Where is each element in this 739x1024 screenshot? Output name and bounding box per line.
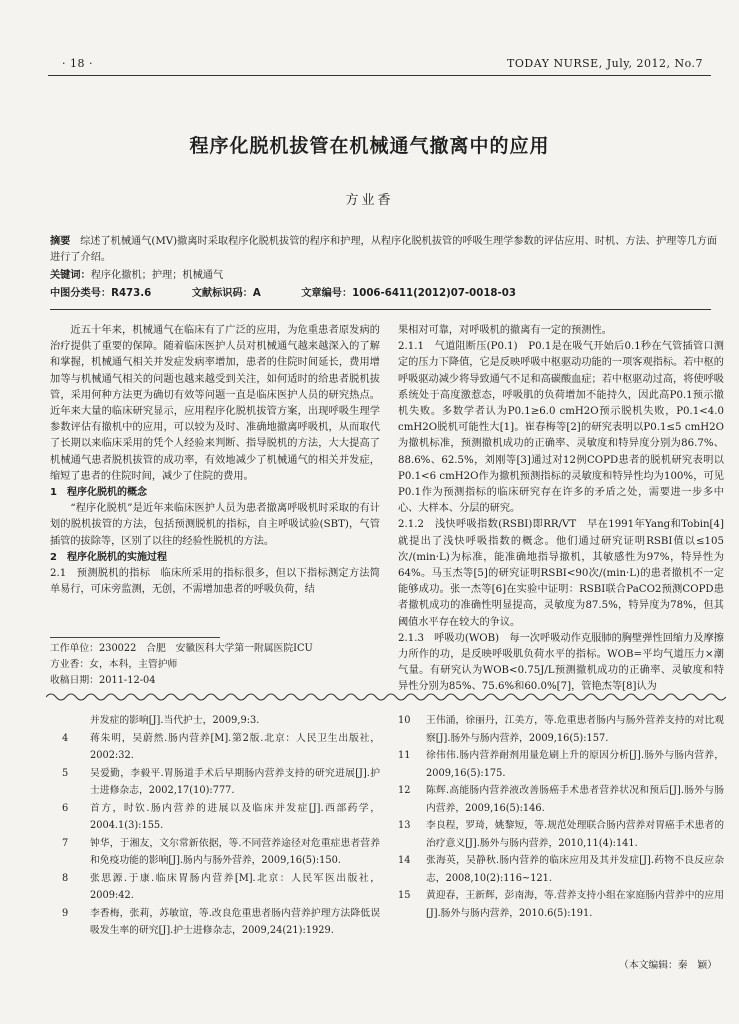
reference-text: 首方，时钦.肠内营养的进展以及临床并发症[J].西部药学，2004.1(3):155. — [90, 802, 380, 831]
reference-text: 李良程，罗琦，姚黎短，等.规范处理联合肠内营养对胃癌手术患者的治疗意义[J].肠外与肠内营养，2010,11(4):141. — [426, 820, 724, 849]
section-2-1-2-paragraph: 2.1.2 浅快呼吸指数(RSBI)即RR/VT 早在1991年Yang和Tobin[4]就提出了浅快呼吸指数的概念。他们通过研究证明RSBI值以≤105次/(min·L)为标准，能准确地指导撤机，其敏感性为97%，特异性为64%。马玉杰等[5]的研究证明RSBI<90次/(min·L)的患者撤机不一定能够成功。张一杰等[6]在实验中证明：RSBI联合PaCO2预测COPD患者撤机成功的准确性明显提高，灵敏度为87.5%，特异度为78%，但其阈值水平存在较大的争议。 — [398, 519, 724, 628]
footnote-received-date: 收稿日期：2011-12-04 — [50, 675, 156, 686]
journal-header: TODAY NURSE, July, 2012, No.7 — [507, 57, 703, 70]
header-rule — [48, 75, 711, 76]
reference-item — [62, 800, 380, 835]
reference-number: 13 — [398, 820, 411, 831]
reference-item — [398, 852, 724, 887]
abstract-label: 摘要 — [50, 236, 71, 247]
reference-number: 10 — [398, 715, 411, 726]
footnote-rule — [50, 637, 220, 638]
reference-item — [62, 712, 380, 730]
reference-number: 9 — [62, 907, 69, 919]
reference-number: 5 — [62, 767, 69, 779]
abstract — [50, 234, 720, 266]
reference-text: 并发症的影响[J].当代护士，2009,9:3. — [90, 715, 260, 726]
reference-number: 12 — [398, 785, 411, 796]
doc-code-label: 文献标识码： — [191, 288, 253, 299]
references-left — [62, 712, 380, 940]
reference-number — [62, 712, 90, 730]
article-title: 程序化脱机拔管在机械通气撤离中的应用 — [189, 135, 550, 157]
reference-number: 11 — [398, 750, 411, 761]
editor-note: （本文编辑：秦 颖） — [619, 960, 717, 971]
reference-text: 钟华，于湘友，文尔常新依据，等.不同营养途径对危重症患者营养和免疫功能的影响[J].肠内与肠外营养，2009,16(5):150. — [90, 837, 380, 866]
reference-number: 8 — [62, 872, 69, 884]
reference-number: 15 — [398, 890, 411, 901]
reference-text: 蒋朱明，吴蔚然.肠内营养[M].第2版.北京：人民卫生出版社，2002:32. — [90, 732, 380, 761]
footnote-affiliation: 工作单位：230022 合肥 安徽医科大学第一附属医院ICU — [50, 643, 313, 654]
left-column — [50, 323, 380, 598]
footnote-author-info: 方业香：女，本科，主管护师 — [50, 659, 178, 670]
reference-item — [62, 730, 380, 765]
article-author: 方业香 — [345, 193, 394, 208]
reference-number: 6 — [62, 802, 69, 814]
reference-item — [398, 887, 724, 922]
section-2-1-1-paragraph: 2.1.1 气道阻断压(P0.1) P0.1是在吸气开始后0.1秒在气管插管口测定的压力下降值，它是反映呼吸中枢驱动功能的一项客观指标。若中枢的呼吸驱动减少将导致通气不足和高碳酸血症；若中枢驱动过高，将使呼吸系统处于高度激惹态，呼吸肌的负荷增加不能持久，因此高P0.1预示撤机失败。多数学者认为P0.1≥6.0 cmH2O预示脱机失败，P0.1<4.0 cmH2O脱机可能性大[1]。崔春梅等[2]的研究表明以P0.1≤5 cmH2O为撤机标准，预测撤机成功的正确率、灵敏度和特异度分别为86.7%、88.6%、62.5%，刘刚等[3]通过对12例COPD患者的脱机研究表明以P0.1<6 cmH2O作为撤机预测指标的灵敏度和特异性均为100%，可见P0.1作为预测指标的临床研究存在许多的矛盾之处，需要进一步多中心、大样本、分层的研究。 — [398, 341, 724, 515]
section-1-paragraph: “程序化脱机”是近年来临床医护人员为患者撤离呼吸机时采取的有计划的脱机拔管的方法，包括预测脱机的指标，自主呼吸试验(SBT)，气管插管的拔除等，区别了以往的经验性脱机的方法。 — [50, 503, 380, 547]
author-footnote — [50, 641, 380, 689]
reference-item — [62, 765, 380, 800]
keywords — [50, 268, 720, 284]
page-number: · 18 · — [62, 57, 93, 70]
reference-item — [398, 782, 724, 817]
wavy-separator — [46, 690, 726, 704]
reference-item — [398, 817, 724, 852]
clc-value: R473.6 — [111, 288, 152, 299]
meta-rule — [50, 309, 711, 310]
keywords-label: 关键词： — [50, 270, 91, 281]
doc-code-value: A — [252, 288, 261, 299]
references-right — [398, 712, 724, 922]
abstract-text: 综述了机械通气(MV)撤离时采取程序化脱机拔管的程序和护理，从程序化脱机拔管的呼吸生理学参数的评估应用、时机、方法、护理等几方面进行了介绍。 — [50, 236, 718, 263]
reference-item — [62, 905, 380, 940]
reference-text: 李香梅，张莉，苏敏谊，等.改良危重患者肠内营养护理方法降低误吸发生率的研究[J].护士进修杂志，2009,24(21):1929. — [90, 907, 380, 936]
reference-item — [62, 870, 380, 905]
reference-number: 7 — [62, 837, 69, 849]
reference-number: 14 — [398, 855, 411, 866]
classification-line — [50, 286, 720, 302]
reference-text: 张海英，吴静秋.肠内营养的临床应用及其并发症[J].药物不良反应杂志，2008,10(2):116~121. — [426, 855, 724, 884]
reference-text: 黄迎春，王新辉，彭南海，等.营养支持小组在家庭肠内营养中的应用[J].肠外与肠内营养，2010.6(5):191. — [426, 890, 724, 919]
reference-text: 王伟涌，徐丽丹，江美方，等.危重患者肠内与肠外营养支持的对比观察[J].肠外与肠内营养，2009,16(5):157. — [426, 715, 724, 744]
reference-text: 吴爱勤，李毅平.胃肠道手术后早期肠内营养支持的研究进展[J].护士进修杂志，2002,17(10):777. — [90, 767, 380, 796]
reference-item — [62, 835, 380, 870]
reference-text: 陈辉.高能肠内营养液改善肠癌手术患者营养状况和预后[J].肠外与肠内营养，2009,16(5):146. — [426, 785, 724, 814]
reference-text: 徐伟伟.肠内营养耐剂用量危刷上升的原因分析[J].肠外与肠内营养，2009,16(5):175. — [426, 750, 724, 779]
article-no-label: 文章编号： — [301, 288, 353, 299]
right-column — [398, 323, 724, 696]
keywords-text: 程序化撤机；护理；机械通气 — [90, 270, 224, 281]
intro-paragraph: 近五十年来，机械通气在临床有了广泛的应用，为危重患者原发病的治疗提供了重要的保障。随着临床医护人员对机械通气越来越深入的了解和掌握，机械通气相关并发症发病率增加，患者的住院时间延长，费用增加等与机械通气相关的问题也越来越受到关注，如何适时的给患者脱机拔管，采用何种方法更为确切有效等问题一直是临床医护人员的研究热点。近年来大量的临床研究显示，应用程序化脱机拔管方案，出现呼吸生理学参数评估有撤机中的应用，可以较为及时、准确地撤离呼吸机，从而取代了长期以来临床采用的凭个人经验来判断、指导脱机的方法，大大提高了机械通气患者脱机拔管的成功率，有效地减少了机械通气的相关并发症，缩短了患者的住院时间，减少了住院的费用。 — [50, 325, 380, 482]
section-2-1-paragraph: 2.1 预测脱机的指标 临床所采用的指标很多，但以下指标测定方法简单易行，可床旁监测，无创，不需增加患者的呼吸负荷，结 — [50, 568, 380, 596]
clc-label: 中图分类号： — [50, 288, 112, 299]
section-2-1-3-paragraph: 2.1.3 呼吸功(WOB) 每一次呼吸动作克服肺的胸壁弹性回缩力及摩擦力所作的功，是反映呼吸肌负荷水平的指标。WOB=平均气道压力×潮气量。有研究认为WOB<0.75J/L预测撤机成功的正确率、灵敏度和特异性分别为85%、75.6%和60.0%[7]，管艳杰等[8]认为 — [398, 632, 724, 693]
reference-item — [398, 712, 724, 747]
reference-item — [398, 747, 724, 782]
continuation-paragraph: 果相对可靠，对呼吸机的撤离有一定的预测性。 — [398, 325, 612, 336]
section-heading-2: 2 程序化脱机的实施过程 — [50, 551, 167, 563]
reference-number: 4 — [62, 732, 69, 744]
article-no-value: 1006-6411(2012)07-0018-03 — [352, 288, 516, 299]
reference-text: 张思源.于康.临床胃肠内营养[M].北京：人民军医出版社，2009:42. — [90, 872, 380, 901]
section-heading-1: 1 程序化脱机的概念 — [50, 487, 147, 499]
